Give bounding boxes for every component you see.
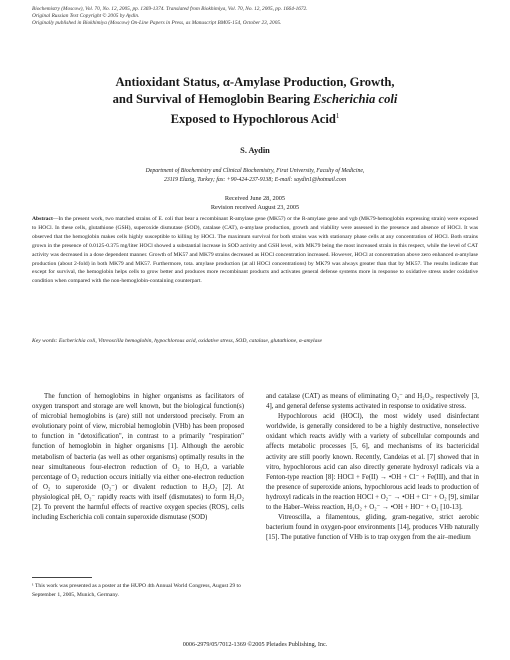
received-dates — [40, 194, 470, 212]
citation-header — [32, 6, 472, 28]
title-text: Exposed to Hypochlorous Acid — [170, 112, 336, 127]
affiliation-line: 23119 Elazig, Turkey; fax: +90-424-237-9138; E-mail: saydin1@hotmail.com — [163, 177, 347, 183]
abstract-label: Abstract — [32, 216, 53, 222]
body-paragraph: The function of hemoglobins in higher organisms as facilitators of oxygen transport and storage are well known, but the biological function(s) of microbial hemoglobins is (are) still not understood precisely. From an evolutionary point of view, microbial hemoglobin (VHb) has been proposed to function in "detoxification", in contrast to a primarily "respiration" function of hemoglobin in higher organisms [1]. Although the aerobic metabolism of bacteria (as well as other organisms) optimally results in the near simultaneous four-electron reduction of O₂ to H₂O, a variable percentage of O₂ reduction occurs initially via either one-electron reduction of O₂ to superoxide (O₂⁻) or divalent reduction to H₂O₂ [2]. At physiological pH, O₂⁻ rapidly reacts with itself (dismutates) to form H₂O₂ [2]. To prevent the harmful effects of reactive oxygen species (ROS), cells including Escherichia coli contain superoxide dismutase (SOD) — [32, 393, 244, 522]
body-paragraph: and catalase (CAT) as means of eliminating O₂⁻ and H₂O₂, respectively [3, 4], and general defense systems activated in response to oxidative stress. — [266, 393, 479, 411]
title-species: Escherichia coli — [313, 92, 398, 106]
body-column-left — [32, 392, 244, 523]
citation-line: Original Russian Text Copyright © 2005 by Aydin. — [32, 13, 140, 20]
abstract — [32, 215, 478, 286]
title-line: Antioxidant Status, α-Amylase Production, Growth, — [115, 75, 395, 89]
title-text: and Survival of Hemoglobin Bearing — [112, 92, 314, 106]
title-line — [40, 108, 470, 128]
footnote-marker: 1 — [335, 112, 340, 120]
revision-date: Revision received August 23, 2005 — [210, 204, 300, 211]
issn-footer: 0006-2979/05/7012-1369 ©2005 Pleiades Publishing, Inc. — [182, 641, 328, 648]
abstract-text: —In the present work, two matched strains of E. coli that bear a recombinant R-amylase gene (MK57) or the R-amylase gene and vgb (MK79-hemoglobin expressing strain) were exposed to HOCl. In these cells, glutathione (GSH), superoxide dismutase (SOD), catalase (CAT), α-amylase production, growth and viability were assessed in the presence and absence of HOCl. It was observed that the hemoglobin makes cells highly susceptible to killing by HOCl. The maximum survival for both strains was with stationary phase cells at any concentration of HOCl. Both strains grown in the presence of 0.0125-0.375 mg/liter HOCl showed a substantial increase in SOD activity and GSH level, with MK79 being the most increased strain in this respect, while the level of CAT activity was decreased in a dose dependent manner. Growth of MK57 and MK79 strains decreased as HOCl concentration increased. However, HOCl at concentration above zero enhanced α-amylase production (about 2-fold) in both MK79 and MK57. Furthermore, tota. amylase production (at all HOCl concentrations) by MK79 was always greater than that by MK57. The results indicate that except for survival, the hemoglobin helps cells to grow better and produces more recombinant products and activates general defense systems more in response to oxidative stress under oxidative condition when compared with the non-hemoglobin-containing counterpart. — [32, 216, 478, 285]
affiliation-line: Department of Biochemistry and Clinical Biochemistry, Firat University, Faculty of Medicine, — [145, 168, 365, 174]
footnote: ¹ This work was presented as a poster at the HUPO 4th Annual World Congress, August 29 to September 1, 2005, Munich, Germany. — [32, 583, 241, 598]
author-affiliation — [40, 167, 470, 185]
body-paragraph: Vitreoscilla, a filamentous, gliding, gram-negative, strict aerobic bacterium found in oxygen-poor environments [14], produces VHb naturally [15]. The putative function of VHb is to trap oxygen from the air–medium — [266, 514, 479, 542]
footnote-divider — [32, 577, 92, 578]
title-line — [40, 91, 470, 108]
body-paragraph: Hypochlorous acid (HOCl), the most widely used disinfectant worldwide, is generally considered to be a highly destructive, nonselective oxidant which reacts avidly with a variety of subcellular compounds and affects metabolic processes [5, 6], and mechanisms of its bactericidal activity are still poorly known. Recently, Candeias et al. [7] showed that in vitro, hypochlorous acid can also directly generate hydroxyl radicals via a Fenton-type reaction [8]: HOCl + Fe(II) → •OH + Cl⁻ + Fe(III), and that in the presence of superoxide anions, hypochlorous acid leads to production of hydroxyl radicals in the reaction HOCl + O₂⁻ → •OH + Cl⁻ + O₂ [9], similar to the Haber–Weiss reaction, H₂O₂ + O₂⁻ → •OH + HO⁻ + O₂ [10-13]. — [266, 413, 479, 512]
body-column-right — [266, 392, 479, 543]
received-date: Received June 28, 2005 — [224, 195, 286, 202]
citation-line: Originally published in Biokhimiya (Moscow) On-Line Papers in Press, as Manuscript BM05-154, October 23, 2005. — [32, 20, 282, 27]
citation-line: Biochemistry (Moscow), Vol. 70, No. 12, 2005, pp. 1369-1374. Translated from Biokhimiya, Vol. 70, No. 12, 2005, pp. 1664-1672. — [32, 6, 308, 12]
author-name: S. Aydin — [240, 146, 270, 155]
article-title — [40, 74, 470, 128]
keywords: Key words: Escherichia coli, Vitreoscilla hemoglobin, hypochlorous acid, oxidative stress, SOD, catalase, glutathione, α-amylase — [32, 338, 323, 344]
